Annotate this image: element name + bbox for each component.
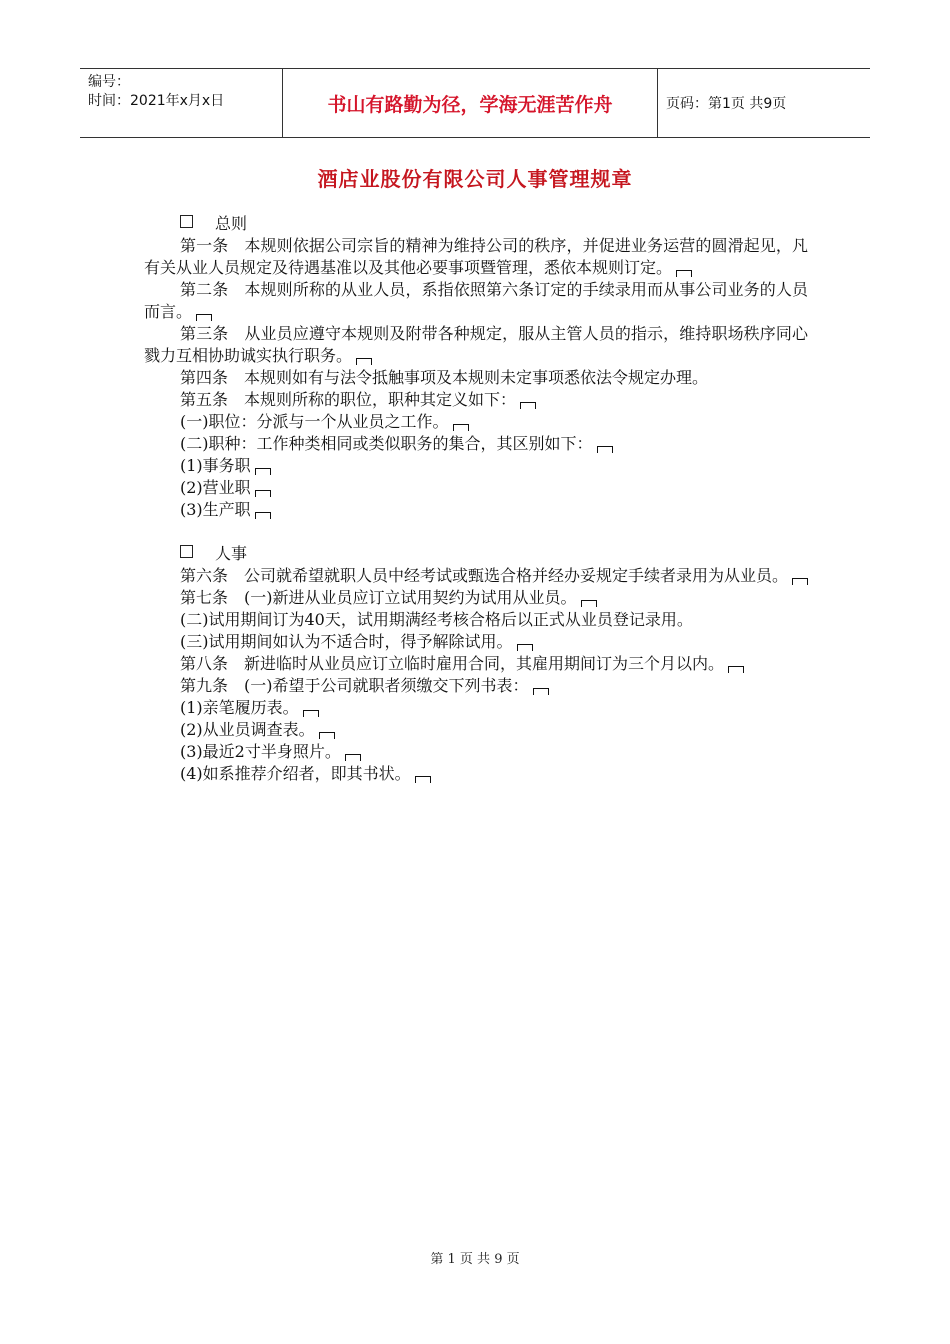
paragraph: (1)事务职 (144, 455, 808, 477)
return-mark-icon (581, 600, 597, 607)
return-mark-icon (728, 666, 744, 673)
paragraph: 第二条 本规则所称的从业人员，系指依照第六条订定的手续录用而从事公司业务的人员而言。 (144, 280, 808, 321)
return-mark-icon (676, 270, 692, 277)
paragraph: 第七条 (一)新进从业员应订立试用契约为试用从业员。 (144, 587, 808, 609)
header-meta (80, 69, 283, 137)
paragraph: (3)最近2寸半身照片。 (144, 741, 808, 763)
section-heading: 总则 (144, 213, 808, 235)
return-mark-icon (255, 490, 271, 497)
return-mark-icon (792, 578, 808, 585)
page-header (80, 68, 870, 138)
return-mark-icon (520, 402, 536, 409)
paragraph: (2)从业员调查表。 (144, 719, 808, 741)
header-motto: 书山有路勤为径，学海无涯苦作舟 (283, 69, 658, 137)
document-body (144, 213, 808, 785)
checkbox-icon (180, 215, 193, 228)
number-label: 编号： (88, 74, 130, 90)
document-title: 酒店业股份有限公司人事管理规章 (317, 167, 633, 191)
header-page-info: 页码：第1页 共9页 (666, 96, 787, 112)
return-mark-icon (517, 644, 533, 651)
page-footer: 第 1 页 共 9 页 (430, 1252, 520, 1267)
checkbox-icon (180, 545, 193, 558)
paragraph: 第八条 新进临时从业员应订立临时雇用合同，其雇用期间订为三个月以内。 (144, 653, 808, 675)
paragraph: 第五条 本规则所称的职位，职种其定义如下： (144, 389, 808, 411)
paragraph: (一)职位：分派与一个从业员之工作。 (144, 411, 808, 433)
paragraph: (1)亲笔履历表。 (144, 697, 808, 719)
paragraph: (三)试用期间如认为不适合时，得予解除试用。 (144, 631, 808, 653)
paragraph: 第六条 公司就希望就职人员中经考试或甄选合格并经办妥规定手续者录用为从业员。 (144, 565, 808, 587)
return-mark-icon (356, 358, 372, 365)
paragraph: 第一条 本规则依据公司宗旨的精神为维持公司的秩序，并促进业务运营的圆滑起见，凡有关从业人员规定及待遇基准以及其他必要事项暨管理，悉依本规则订定。 (144, 236, 808, 277)
return-mark-icon (196, 314, 212, 321)
paragraph: 第九条 (一)希望于公司就职者须缴交下列书表： (144, 675, 808, 697)
return-mark-icon (319, 732, 335, 739)
return-mark-icon (453, 424, 469, 431)
time-label: 时间：2021年x月x日 (88, 93, 225, 109)
paragraph: (2)营业职 (144, 477, 808, 499)
return-mark-icon (597, 446, 613, 453)
return-mark-icon (415, 776, 431, 783)
paragraph: (3)生产职 (144, 499, 808, 521)
paragraph: (二)试用期间订为40天，试用期满经考核合格后以正式从业员登记录用。 (180, 610, 693, 629)
return-mark-icon (303, 710, 319, 717)
section-heading: 人事 (144, 543, 808, 565)
return-mark-icon (255, 512, 271, 519)
return-mark-icon (533, 688, 549, 695)
paragraph: (4)如系推荐介绍者，即其书状。 (144, 763, 808, 785)
return-mark-icon (345, 754, 361, 761)
return-mark-icon (255, 468, 271, 475)
paragraph: 第四条 本规则如有与法令抵触事项及本规则未定事项悉依法令规定办理。 (180, 368, 709, 387)
paragraph: (二)职种：工作种类相同或类似职务的集合，其区别如下： (144, 433, 808, 455)
paragraph: 第三条 从业员应遵守本规则及附带各种规定，服从主管人员的指示，维持职场秩序同心戮力互相协助诚实执行职务。 (144, 324, 808, 365)
